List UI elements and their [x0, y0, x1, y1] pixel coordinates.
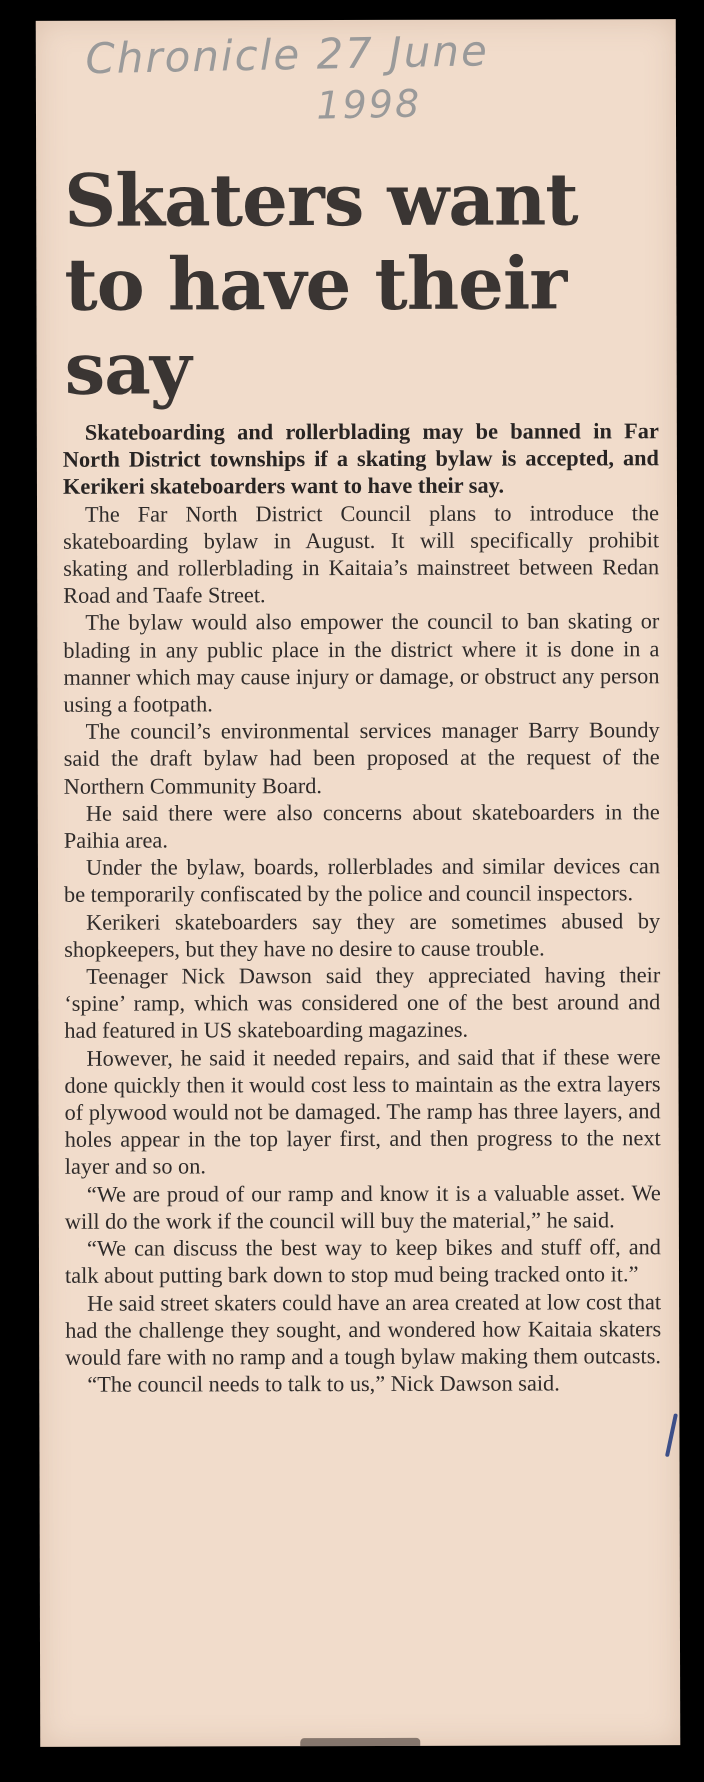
article-paragraph: The council’s environmental services manager Barry Boundy said the draft bylaw had been proposed at the request of the Northern Community Board.: [63, 717, 660, 799]
article-paragraph: He said street skaters could have an area created at low cost that had the challenge they sought, and wondered how Kaitaia skaters would fare with no ramp and a tough bylaw making them outcasts.: [65, 1288, 662, 1370]
handwritten-annotation: [85, 23, 607, 135]
article-paragraph: Kerikeri skateboarders say they are sometimes abused by shopkeepers, but they have no desire to cause trouble.: [64, 907, 661, 962]
annotation-year: 1998: [315, 81, 422, 128]
annotation-publication-date: Chronicle 27 June: [84, 26, 490, 84]
headline: Skaters want to have their say: [64, 156, 578, 411]
article-paragraph: He said there were also concerns about skateboarders in the Paihia area.: [63, 799, 660, 853]
ink-smudge: [300, 1738, 420, 1746]
article-paragraph: Under the bylaw, boards, rollerblades and similar devices can be temporarily confiscated by the police and council inspectors.: [63, 853, 660, 908]
article-paragraph: “The council needs to talk to us,” Nick Dawson said.: [87, 1370, 560, 1397]
pen-mark: [665, 1413, 678, 1457]
article-paragraph: However, he said it needed repairs, and said that if these were done quickly then it would cost less to maintain as the extra layers of plywood would not be damaged. The ramp has three layers, and holes appear in the top layer first, and then progress to the next layer and so on.: [64, 1043, 661, 1180]
article-paragraph: Teenager Nick Dawson said they appreciated having their ‘spine’ ramp, which was considered one of the best around and had featured in US skateboarding magazines.: [64, 962, 661, 1044]
article-paragraph: “We are proud of our ramp and know it is a valuable asset. We will do the work if the council will buy the material,” he said.: [64, 1179, 661, 1234]
article-body: [63, 417, 662, 1398]
article-paragraph: The bylaw would also empower the council to ban skating or blading in any public place in the district where it is done in a manner which may cause injury or damage, or obstruct any person using a footpath.: [63, 608, 660, 717]
article-paragraph: The Far North District Council plans to introduce the skateboarding bylaw in August. It will specifically prohibit skating and rollerblading in Kaitaia’s mainstreet between Redan Road and Taafe Street.: [63, 499, 660, 608]
newspaper-clipping: [36, 19, 681, 1747]
lead-paragraph: Skateboarding and rollerblading may be banned in Far North District townships if a skating bylaw is accepted, and Kerikeri skateboarders want to have their say.: [62, 418, 659, 500]
article-paragraph: “We can discuss the best way to keep bikes and stuff off, and talk about putting bark down to stop mud being tracked onto it.”: [64, 1234, 661, 1289]
